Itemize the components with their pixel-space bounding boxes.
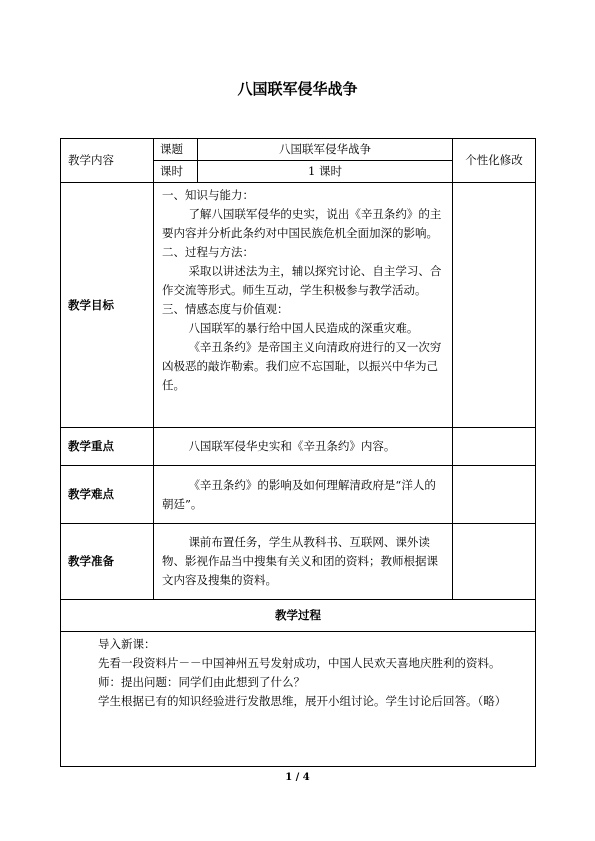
key-points-notes <box>453 428 536 466</box>
period-value: 1 课时 <box>198 161 453 183</box>
process-line: 学生根据已有的知识经验进行发散思维，展开小组讨论。学生讨论后回答。（略） <box>98 694 507 708</box>
objective-line: 采取以讲述法为主，辅以探究讨论、自主学习、合作交流等形式。师生互动，学生积极参与教学活动。 <box>162 264 442 297</box>
process-header: 教学过程 <box>61 600 536 632</box>
period-label: 课时 <box>154 161 198 183</box>
objectives-content <box>154 183 453 428</box>
objective-line: 《辛丑条约》是帝国主义向清政府进行的又一次穷凶极恶的敲诈勒索。我们应不忘国耻，以振兴中华为己任。 <box>162 340 442 392</box>
key-points-text: 八国联军侵华史实和《辛丑条约》内容。 <box>188 439 396 453</box>
difficulties-notes <box>453 466 536 524</box>
difficulties-content <box>154 466 453 524</box>
objective-line: 了解八国联军侵华的史实，说出《辛丑条约》的主要内容并分析此条约对中国民族危机全面加深的影响。 <box>162 207 442 240</box>
preparation-content <box>154 524 453 600</box>
objectives-label: 教学目标 <box>61 183 154 428</box>
topic-label: 课题 <box>154 139 198 161</box>
process-line: 导入新课： <box>98 637 156 651</box>
preparation-label: 教学准备 <box>61 524 154 600</box>
objective-line: 二、过程与方法： <box>162 245 254 259</box>
page-number: 1 / 4 <box>285 772 310 783</box>
objectives-notes <box>453 183 536 428</box>
lesson-plan-table <box>60 138 536 767</box>
preparation-notes <box>453 524 536 600</box>
teaching-content-label: 教学内容 <box>61 139 154 183</box>
preparation-text: 课前布置任务，学生从教科书、互联网、课外读物、影视作品当中搜集有关义和团的资料；教师根据课文内容及搜集的资料。 <box>162 535 438 587</box>
difficulties-text: 《辛丑条约》的影响及如何理解清政府是“洋人的朝廷”。 <box>162 477 436 511</box>
topic-value: 八国联军侵华战争 <box>198 139 453 161</box>
key-points-content <box>154 428 453 466</box>
key-points-label: 教学重点 <box>61 428 154 466</box>
objective-line: 八国联军的暴行给中国人民造成的深重灾难。 <box>188 321 419 335</box>
process-line: 师：提出问题：同学们由此想到了什么？ <box>98 675 305 689</box>
objective-line: 一、知识与能力： <box>162 188 254 202</box>
personalized-edit-label: 个性化修改 <box>453 139 536 183</box>
objective-line: 三、情感态度与价值观： <box>162 302 289 316</box>
process-content <box>61 632 536 767</box>
process-line: 先看一段资料片－－中国神州五号发射成功，中国人民欢天喜地庆胜利的资料。 <box>98 656 501 670</box>
difficulties-label: 教学难点 <box>61 466 154 524</box>
page-title: 八国联军侵华战争 <box>237 80 358 98</box>
